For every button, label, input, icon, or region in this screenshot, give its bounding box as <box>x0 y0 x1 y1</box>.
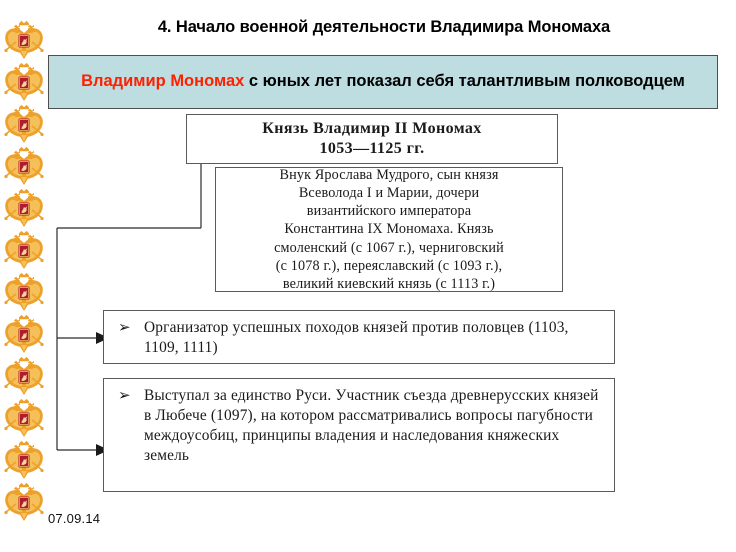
prince-description-box <box>215 167 563 292</box>
unity-box <box>103 378 615 492</box>
russian-double-headed-eagle-emblem <box>3 314 45 354</box>
russian-double-headed-eagle-emblem <box>3 146 45 186</box>
banner-rest: с юных лет показал себя талантливым полководцем <box>244 72 685 91</box>
banner-highlight: Владимир Мономах <box>81 72 245 91</box>
page-title: 4. Начало военной деятельности Владимира Мономаха <box>157 18 611 36</box>
eagle-emblem <box>3 20 45 60</box>
description-line-7: великий киевский князь (с 1113 г.) <box>282 275 496 292</box>
description-line-1: Внук Ярослава Мудрого, сын князя <box>279 166 499 183</box>
footer-date: 07.09.14 <box>48 511 101 526</box>
bullet-row <box>104 379 614 491</box>
russian-double-headed-eagle-emblem <box>3 356 45 396</box>
prince-years-line: 1053—1125 гг. <box>319 140 425 157</box>
description-line-5: смоленский (с 1067 г.), черниговский <box>274 239 504 256</box>
russian-double-headed-eagle-emblem <box>3 62 45 102</box>
russian-double-headed-eagle-emblem <box>3 188 45 228</box>
campaigns-box <box>103 310 615 364</box>
eagle-emblem <box>3 230 45 270</box>
prince-description-text <box>268 166 510 293</box>
russian-double-headed-eagle-emblem <box>3 230 45 270</box>
bullet-row <box>104 311 614 363</box>
eagle-emblem <box>3 104 45 144</box>
prince-name-line: Князь Владимир II Мономах <box>262 120 482 138</box>
russian-double-headed-eagle-emblem <box>3 20 45 60</box>
description-line-2: Всеволода I и Марии, дочери <box>298 185 480 202</box>
eagle-emblem <box>3 440 45 480</box>
russian-double-headed-eagle-emblem <box>3 272 45 312</box>
campaigns-text: Организатор успешных походов князей против половцев (1103, 1109, 1111) <box>144 319 569 357</box>
eagle-emblem <box>3 398 45 438</box>
eagle-emblem <box>3 482 45 522</box>
eagle-emblem <box>3 356 45 396</box>
description-line-6: (с 1078 г.), переяславский (с 1093 г.), <box>275 257 503 274</box>
eagle-emblem <box>3 272 45 312</box>
eagle-emblem <box>3 188 45 228</box>
prince-title-text <box>262 119 481 158</box>
prince-title-box <box>186 114 558 164</box>
unity-text: Выступал за единство Руси. Участник съезда древнерусских князей в Любече (1097), на котором рассматривались вопросы пагубности междоусобиц, принципы владения и наследования княжеских земель <box>144 387 599 465</box>
eagle-emblem <box>3 146 45 186</box>
eagle-emblem <box>3 62 45 102</box>
russian-double-headed-eagle-emblem <box>3 482 45 522</box>
russian-double-headed-eagle-emblem <box>3 398 45 438</box>
bullet-arrow-icon: ➢ <box>118 320 131 336</box>
banner-box <box>48 55 718 109</box>
emblem-strip <box>0 0 48 552</box>
description-line-4: Константина IX Мономаха. Князь <box>284 221 494 238</box>
russian-double-headed-eagle-emblem <box>3 440 45 480</box>
description-line-3: византийского императора <box>306 203 472 220</box>
russian-double-headed-eagle-emblem <box>3 104 45 144</box>
eagle-emblem <box>3 314 45 354</box>
banner-text <box>69 71 697 93</box>
bullet-arrow-icon: ➢ <box>118 388 131 404</box>
